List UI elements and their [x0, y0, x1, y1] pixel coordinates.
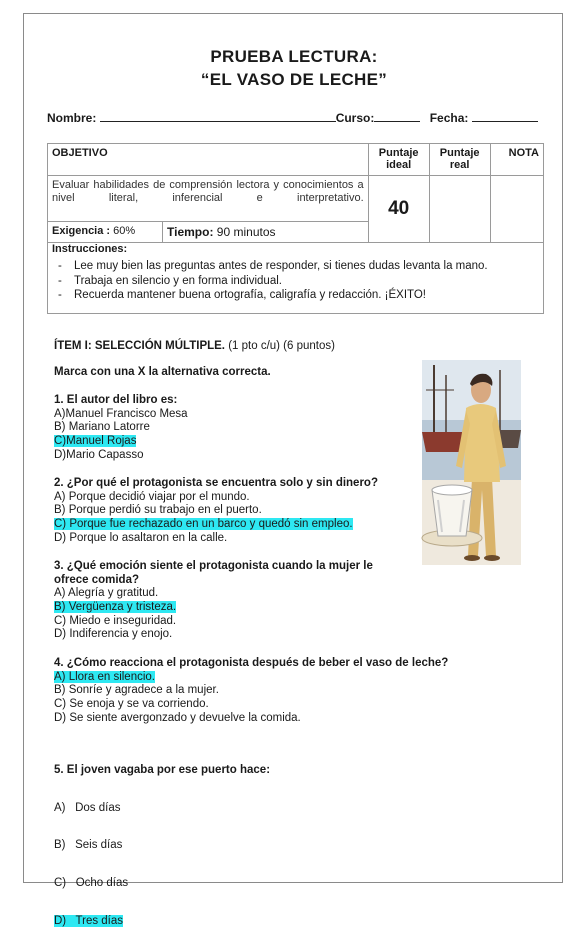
puntaje-ideal-header: Puntaje ideal: [368, 144, 429, 176]
tiempo-label: Tiempo:: [167, 225, 214, 239]
option-c[interactable]: C) Ocho días: [54, 877, 129, 890]
nombre-label: Nombre:: [47, 111, 97, 125]
instructions-label: Instrucciones:: [52, 243, 128, 255]
page-subtitle: “EL VASO DE LECHE”: [200, 70, 388, 89]
item-title: ÍTEM I: SELECCIÓN MÚLTIPLE.: [54, 340, 226, 352]
option-c[interactable]: C) Se enoja y se va corriendo.: [54, 698, 209, 711]
instruction-item: - Trabaja en silencio y en forma individual.: [58, 274, 488, 289]
option-d[interactable]: D) Indiferencia y enojo.: [54, 628, 173, 641]
exigencia-cell: [48, 222, 163, 243]
fecha-field[interactable]: [472, 110, 538, 122]
question-1: [54, 394, 188, 462]
question-text: 1. El autor del libro es:: [54, 394, 178, 406]
puntaje-ideal-value: 40: [368, 176, 429, 243]
question-text: 3. ¿Qué emoción siente el protagonista cuando la mujer le: [54, 560, 373, 572]
puntaje-real-header: Puntaje real: [429, 144, 490, 176]
objetivo-header: OBJETIVO: [48, 144, 369, 176]
option-b[interactable]: B) Sonríe y agradece a la mujer.: [54, 684, 219, 697]
option-d[interactable]: D) Tres días: [54, 914, 124, 927]
option-b[interactable]: B) Vergüenza y tristeza.: [54, 601, 177, 614]
option-a[interactable]: A) Porque decidió viajar por el mundo.: [54, 490, 250, 503]
option-a[interactable]: A)Manuel Francisco Mesa: [54, 407, 188, 420]
curso-label: Curso:: [335, 111, 375, 125]
question-text: 2. ¿Por qué el protagonista se encuentra solo y sin dinero?: [54, 477, 378, 489]
student-info-row: [47, 110, 538, 125]
nombre-field[interactable]: [100, 110, 336, 122]
instructions-list: [58, 259, 488, 303]
instruction-item: - Lee muy bien las preguntas antes de responder, si tienes dudas levanta la mano.: [58, 259, 488, 274]
puntaje-real-cell[interactable]: [429, 176, 490, 243]
question-4: [54, 657, 448, 725]
objective-table: [47, 143, 544, 243]
exigencia-label: Exigencia :: [52, 225, 111, 237]
tiempo-value: 90 minutos: [216, 225, 276, 239]
nota-cell[interactable]: [490, 176, 543, 243]
instructions-box: [47, 241, 544, 314]
question-text: 4. ¿Cómo reacciona el protagonista después de beber el vaso de leche?: [54, 657, 449, 669]
option-b[interactable]: B) Seis días: [54, 839, 123, 852]
option-d[interactable]: D) Porque lo asaltaron en la calle.: [54, 531, 228, 544]
question-3: [54, 560, 373, 642]
option-d[interactable]: D) Se siente avergonzado y devuelve la comida.: [54, 711, 301, 724]
option-c[interactable]: C)Manuel Rojas: [54, 435, 137, 448]
instruction-item: - Recuerda mantener buena ortografía, caligrafía y redacción. ¡ÉXITO!: [58, 288, 488, 303]
option-a[interactable]: A) Llora en silencio.: [54, 670, 155, 683]
item-score: (1 pto c/u) (6 puntos): [228, 340, 335, 352]
option-c[interactable]: C) Porque fue rechazado en un barco y quedó sin empleo.: [54, 518, 353, 531]
question-2: [54, 477, 378, 545]
question-text: 5. El joven vagaba por ese puerto hace:: [54, 764, 271, 776]
objetivo-text: Evaluar habilidades de comprensión lectora y conocimientos a nivel literal, inferencial e interpretativo.: [48, 176, 369, 222]
curso-field[interactable]: [374, 110, 420, 122]
question-5: [54, 740, 270, 940]
nota-header: NOTA: [490, 144, 543, 176]
page-title: PRUEBA LECTURA:: [210, 47, 378, 66]
option-a[interactable]: A) Dos días: [54, 801, 121, 814]
question-text-cont: ofrece comida?: [54, 573, 139, 586]
exigencia-value: 60%: [113, 225, 136, 237]
illustration-young-man-milk: [420, 360, 523, 565]
option-a[interactable]: A) Alegría y gratitud.: [54, 587, 159, 600]
option-d[interactable]: D)Mario Capasso: [54, 448, 144, 461]
tiempo-cell: [163, 222, 369, 243]
item-title-row: [54, 340, 335, 352]
fecha-label: Fecha:: [429, 111, 469, 125]
option-b[interactable]: B) Mariano Latorre: [54, 421, 150, 434]
option-c[interactable]: C) Miedo e inseguridad.: [54, 614, 177, 627]
item-instruction: Marca con una X la alternativa correcta.: [54, 366, 271, 378]
option-b[interactable]: B) Porque perdió su trabajo en el puerto.: [54, 504, 262, 517]
